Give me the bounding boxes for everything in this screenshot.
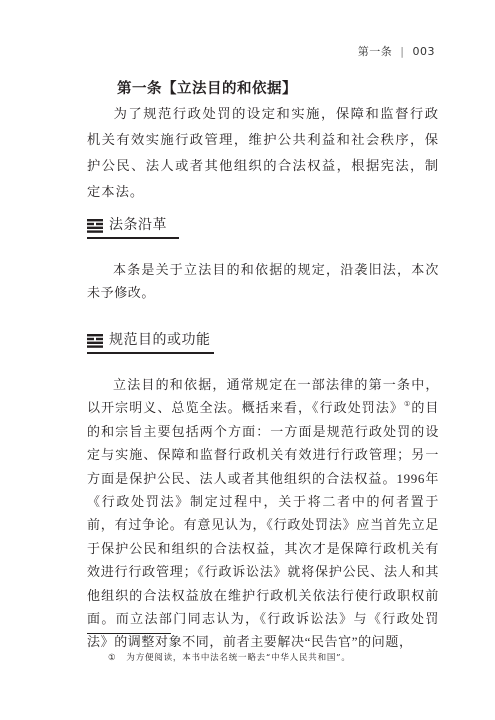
footnote-text: 为方便阅读，本书中法名统一略去“中华人民共和国”。 xyxy=(126,653,351,663)
footnote-reference[interactable]: ① xyxy=(403,400,412,409)
article-text: 为了规范行政处罚的设定和实施，保障和监督行政机关有效实施行政管理，维护公共利益和社会秩序，保护公民、法人或者其他组织的合法权益，根据宪法，制定本法。 xyxy=(87,107,439,200)
section-underline xyxy=(87,237,179,239)
running-head-section: 第一条 xyxy=(357,45,393,58)
history-paragraph: 本条是关于立法目的和依据的规定，沿袭旧法，本次未予修改。 xyxy=(87,262,439,301)
section-heading-history xyxy=(87,214,179,236)
purpose-text-part1: 立法目的和依据，通常规定在一部法律的第一条中，以开宗明义、总览全法。概括来看，《行政处罚法》 xyxy=(87,377,439,416)
article-title: 第一条【立法目的和依据】 xyxy=(117,81,297,97)
purpose-paragraph xyxy=(87,373,439,654)
page-number: 003 xyxy=(412,45,435,58)
section-title: 规范目的或功能 xyxy=(109,332,211,348)
section-heading-purpose xyxy=(87,329,214,351)
purpose-text-part2: 的目的和宗旨主要包括两个方面：一方面是规范行政处罚的设定与实施、保障和监督行政机关有效进行行政管理；另一方面是保护公民、法人或者其他组织的合法权益。1996年《行政处罚法》制定过程中，关于将二者中的何者置于前，有过争论。有意见认为，《行政处罚法》应当首先立足于保护公民和组织的合法权益，其次才是保障行政机关有效进行行政管理；《行政诉讼法》就将保护公民、法人和其他组织的合法权益放在维护行政机关依法行使行政职权前面。而立法部门同志认为，《行政诉讼法》与《行政处罚法》的调整对象不同，前者主要解决“民告官”的问题， xyxy=(87,400,439,650)
running-head-separator: | xyxy=(400,45,405,58)
running-head xyxy=(358,43,435,59)
section-underline xyxy=(87,352,214,354)
section-bars-icon xyxy=(87,334,103,348)
footnote xyxy=(108,651,351,663)
section-bars-icon xyxy=(87,219,103,233)
section-title: 法条沿革 xyxy=(109,217,167,233)
footnote-divider xyxy=(87,633,171,634)
footnote-mark: ① xyxy=(108,653,117,663)
